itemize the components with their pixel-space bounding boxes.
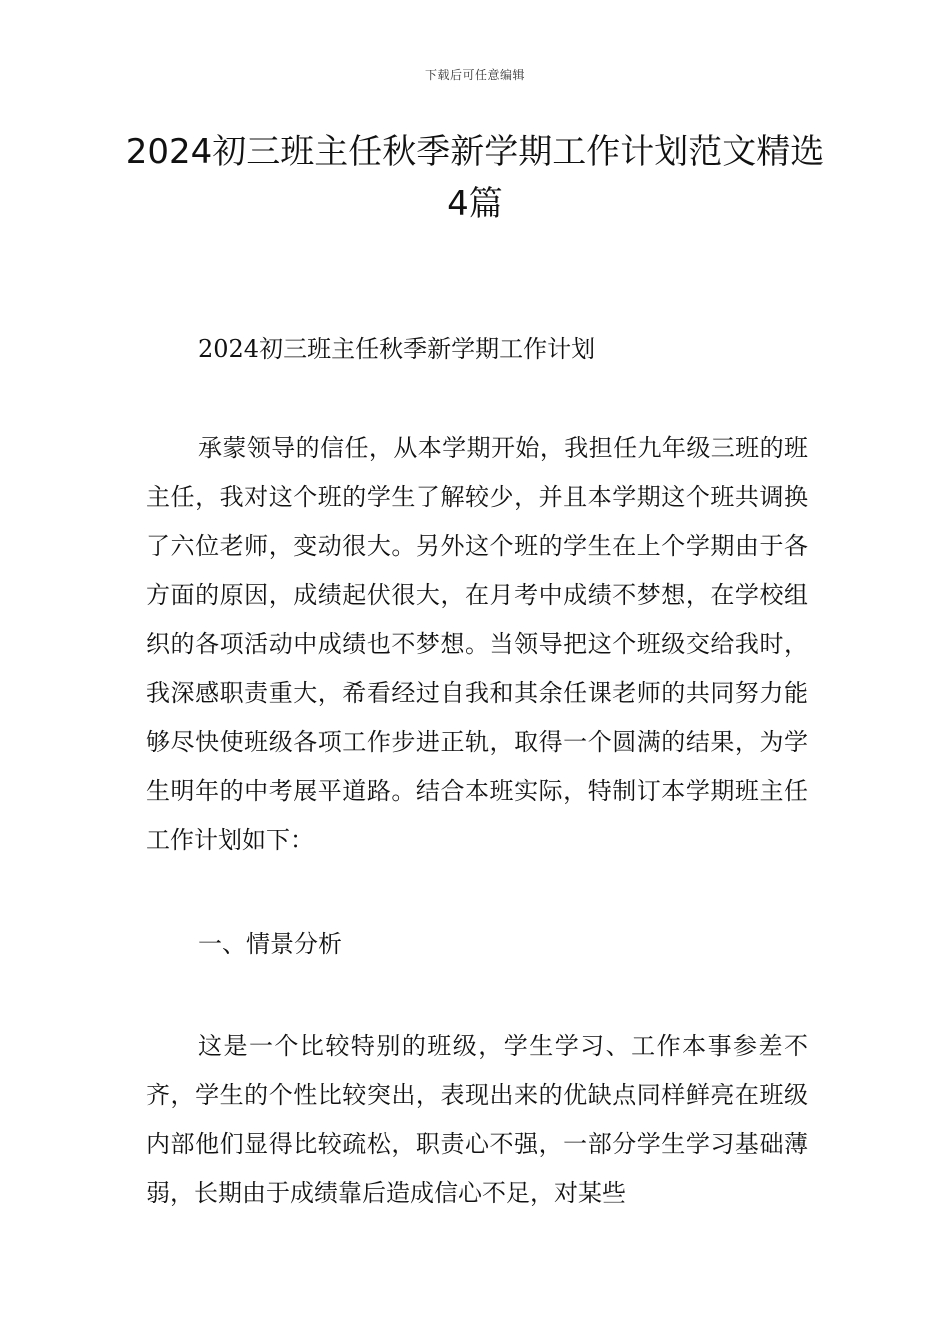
- paragraph-intro: 承蒙领导的信任，从本学期开始，我担任九年级三班的班主任，我对这个班的学生了解较少，并且本学期这个班共调换了六位老师，变动很大。另外这个班的学生在上个学期由于各方面的原因，成绩起伏很大，在月考中成绩不梦想，在学校组织的各项活动中成绩也不梦想。当领导把这个班级交给我时，我深感职责重大，希看经过自我和其余任课老师的共同努力能够尽快使班级各项工作步进正轨，取得一个圆满的结果，为学生明年的中考展平道路。结合本班实际，特制订本学期班主任工作计划如下：: [146, 434, 808, 854]
- header-note: 下载后可任意编辑: [424, 68, 525, 82]
- document-title: 2024初三班主任秋季新学期工作计划范文精选4篇: [125, 132, 825, 224]
- paragraph-analysis: 这是一个比较特别的班级，学生学习、工作本事参差不齐，学生的个性比较突出，表现出来的优缺点同样鲜亮在班级内部他们显得比较疏松，职责心不强，一部分学生学习基础薄弱，长期由于成绩靠后造成信心不足，对某些: [146, 1032, 808, 1207]
- section-heading-analysis: 一、情景分析: [198, 930, 342, 958]
- document-subtitle: 2024初三班主任秋季新学期工作计划: [198, 335, 596, 363]
